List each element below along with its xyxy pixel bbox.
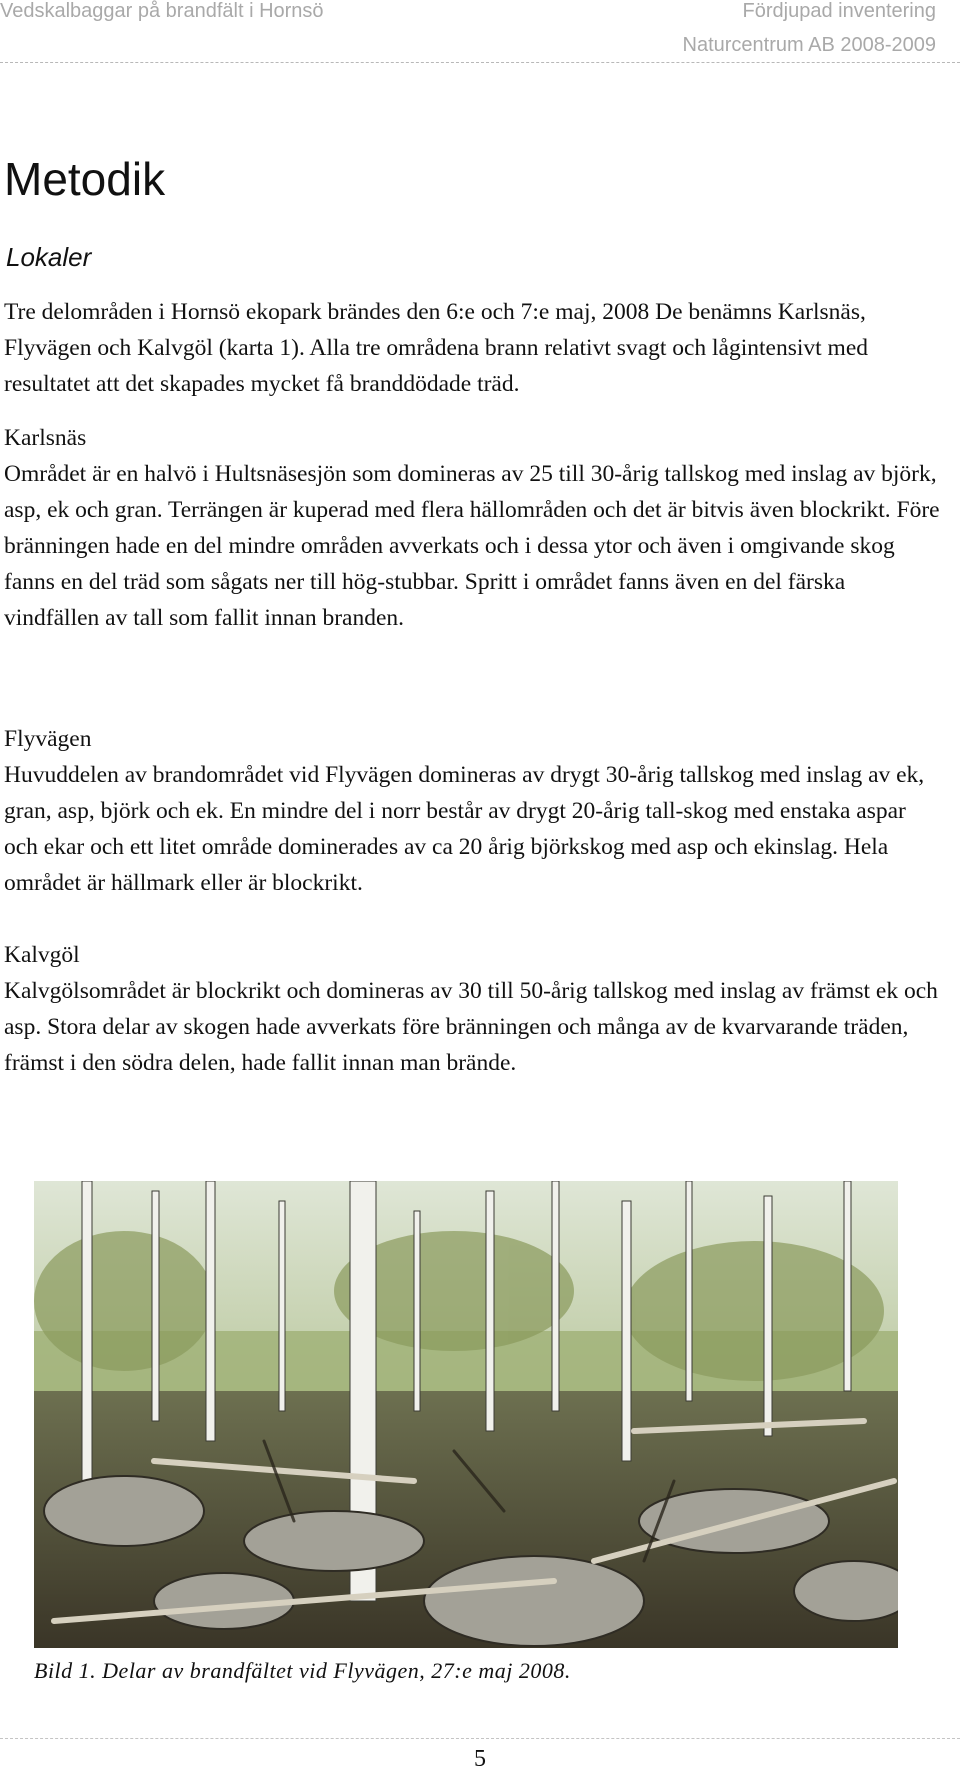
page-number: 5 — [474, 1746, 486, 1772]
footer-divider — [0, 1738, 960, 1739]
flyvagen-heading: Flyvägen — [4, 726, 92, 752]
page-header — [0, 0, 960, 63]
burned-forest-photo — [34, 1181, 898, 1648]
intro-paragraph: Tre delområden i Hornsö ekopark brändes den 6:e och 7:e maj, 2008 De benämns Karlsnäs, Flyvägen och Kalvgöl (karta 1). Alla tre områdena brann relativt svagt och lågintensivt med resultatet att det skapades mycket få branddödade träd. — [4, 299, 869, 397]
header-report-type: Fördjupad inventering — [742, 0, 936, 22]
figure-caption: Bild 1. Delar av brandfältet vid Flyvägen, 27:e maj 2008. — [34, 1658, 571, 1683]
header-document-title: Vedskalbaggar på brandfält i Hornsö — [0, 0, 324, 22]
kalvgol-heading: Kalvgöl — [4, 942, 80, 968]
header-organization: Naturcentrum AB 2008-2009 — [682, 34, 936, 56]
subsection-heading: Lokaler — [6, 242, 92, 272]
kalvgol-paragraph: Kalvgölsområdet är blockrikt och domineras av 30 till 50-årig tallskog med inslag av främst ek och asp. Stora delar av skogen hade avverkats före bränningen och många av de kvarvarande träden, främst i den södra delen, hade fallit innan man brände. — [4, 978, 938, 1076]
section-heading: Metodik — [4, 153, 166, 205]
karlsnas-paragraph: Området är en halvö i Hultsnäsesjön som domineras av 25 till 30-årig tallskog med inslag av björk, asp, ek och gran. Terrängen är kuperad med flera hällområden och det är bitvis även blockrikt. Före bränningen hade en del mindre områden avverkats och i dessa ytor och även i omgivande skog fanns en del träd som sågats ner till hög-stubbar. Spritt i området fanns även en del färska vindfällen av tall som fallit innan branden. — [4, 461, 940, 631]
karlsnas-heading: Karlsnäs — [4, 425, 87, 451]
flyvagen-paragraph: Huvuddelen av brandområdet vid Flyvägen domineras av drygt 30-årig tallskog med inslag av ek, gran, asp, björk och ek. En mindre del i norr består av drygt 20-årig tall-skog med enstaka aspar och ekar och ett litet område dominerades av ca 20 årig björkskog med asp och ekinslag. Hela området är hällmark eller är blockrikt. — [4, 762, 925, 896]
